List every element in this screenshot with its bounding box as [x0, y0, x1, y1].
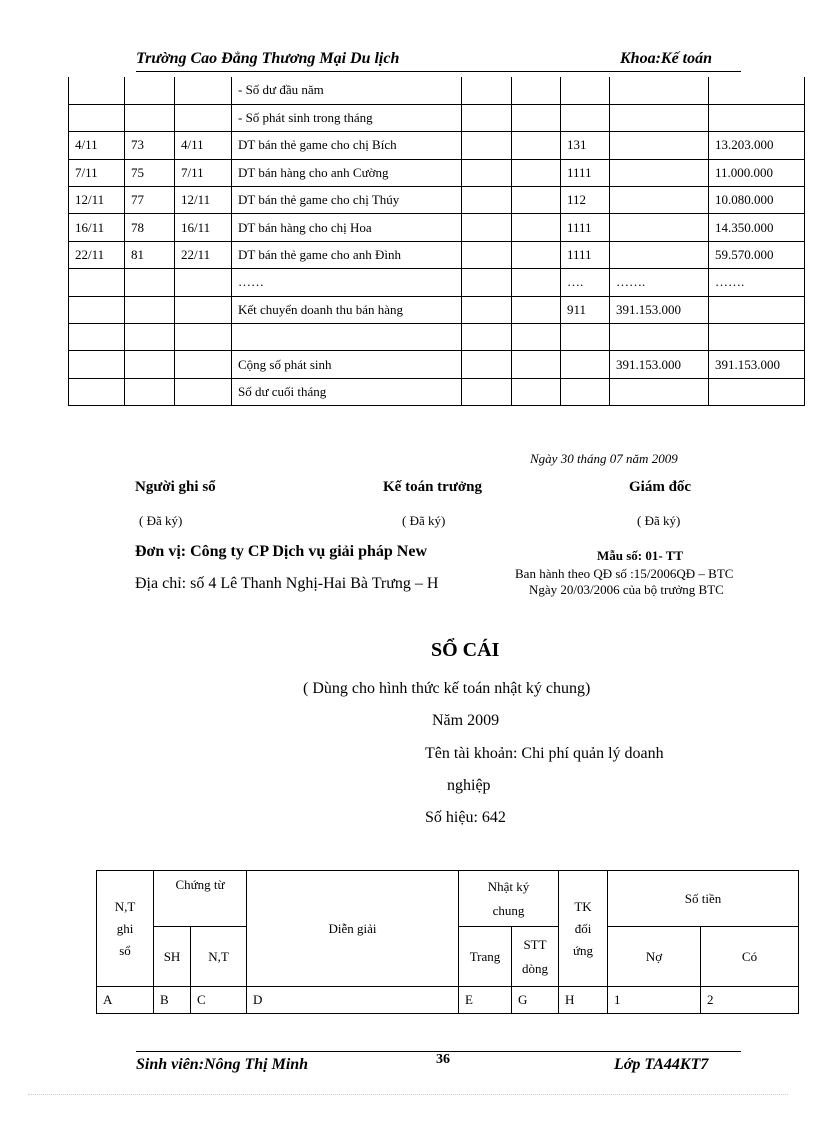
- table-cell: [512, 132, 561, 159]
- ledger-title: SỔ CÁI: [431, 639, 500, 661]
- unit-name: Đơn vị: Công ty CP Dịch vụ giải pháp New: [135, 543, 428, 560]
- table-cell: [125, 269, 175, 296]
- table-cell: 7/11: [69, 159, 125, 186]
- table-cell: [512, 159, 561, 186]
- table-cell: 77: [125, 187, 175, 214]
- table-cell: [462, 132, 512, 159]
- table-cell: 911: [561, 296, 610, 323]
- table-cell: 75: [125, 159, 175, 186]
- table-row: [69, 324, 805, 351]
- table-cell: [561, 351, 610, 378]
- table-cell: [610, 187, 709, 214]
- column-code: H: [559, 987, 608, 1014]
- table-cell: [561, 324, 610, 351]
- column-code: B: [154, 987, 191, 1014]
- col-header-journal-line1: Nhật ký: [487, 878, 530, 894]
- table-cell: DT bán thẻ game cho anh Đình: [232, 241, 462, 268]
- table-cell: 4/11: [175, 132, 232, 159]
- table-cell: [69, 324, 125, 351]
- column-code-row: [97, 987, 799, 1014]
- table-cell: ….: [561, 269, 610, 296]
- column-code: 1: [608, 987, 701, 1014]
- table-cell: [462, 214, 512, 241]
- table-row: [69, 132, 805, 159]
- table-cell: [462, 241, 512, 268]
- column-code: D: [247, 987, 459, 1014]
- table-cell: - Số dư đầu năm: [232, 77, 462, 104]
- table-cell: 73: [125, 132, 175, 159]
- table-cell: 12/11: [69, 187, 125, 214]
- table-cell: DT bán thẻ game cho chị Thúy: [232, 187, 462, 214]
- table-cell: [175, 351, 232, 378]
- ledger-table-body: [69, 77, 805, 406]
- table-cell: DT bán thẻ game cho chị Bích: [232, 132, 462, 159]
- unit-address: Địa chỉ: số 4 Lê Thanh Nghị-Hai Bà Trưng – H: [135, 575, 439, 592]
- header-school: Trường Cao Đẳng Thương Mại Du lịch: [136, 50, 400, 67]
- table-cell: [462, 378, 512, 405]
- footer-student: Sinh viên:Nông Thị Minh: [136, 1056, 309, 1073]
- table-cell: [512, 77, 561, 104]
- table-cell: 59.570.000: [709, 241, 805, 268]
- table-cell: 16/11: [175, 214, 232, 241]
- col-header-date-line1: N,T: [114, 898, 136, 914]
- table-cell: [175, 296, 232, 323]
- table-cell: 78: [125, 214, 175, 241]
- table-cell: [125, 378, 175, 405]
- col-header-contra-line2: đối: [574, 920, 592, 936]
- table-cell: 391.153.000: [610, 351, 709, 378]
- col-header-description: Diễn giải: [247, 871, 459, 987]
- table-cell: 391.153.000: [610, 296, 709, 323]
- table-cell: [175, 77, 232, 104]
- table-cell: [610, 324, 709, 351]
- table-row: [69, 269, 805, 296]
- table-cell: [561, 77, 610, 104]
- table-cell: 1111: [561, 214, 610, 241]
- table-cell: [175, 104, 232, 131]
- table-cell: 112: [561, 187, 610, 214]
- col-header-line-no-2: dòng: [522, 960, 548, 976]
- table-cell: 391.153.000: [709, 351, 805, 378]
- col-header-voucher-date: N,T: [191, 927, 247, 987]
- col-header-contra-line1: TK: [574, 898, 592, 914]
- ledger-account-number: Số hiệu: 642: [425, 809, 506, 826]
- ledger-table-continued: [68, 77, 805, 406]
- table-row: [69, 77, 805, 104]
- table-row: [69, 187, 805, 214]
- table-cell: DT bán hàng cho chị Hoa: [232, 214, 462, 241]
- table-cell: [175, 378, 232, 405]
- table-cell: Số dư cuối tháng: [232, 378, 462, 405]
- table-cell: [125, 104, 175, 131]
- column-code: E: [459, 987, 512, 1014]
- table-cell: [462, 187, 512, 214]
- column-code: A: [97, 987, 154, 1014]
- table-cell: 16/11: [69, 214, 125, 241]
- table-cell: [125, 77, 175, 104]
- table-cell: - Số phát sinh trong tháng: [232, 104, 462, 131]
- table-row: [69, 378, 805, 405]
- table-cell: [709, 378, 805, 405]
- table-cell: [69, 296, 125, 323]
- table-cell: ……: [232, 269, 462, 296]
- signature-recorder-title: Người ghi sổ: [135, 479, 216, 495]
- signature-chief-accountant-status: ( Đã ký): [402, 513, 446, 528]
- table-cell: [561, 104, 610, 131]
- table-cell: 81: [125, 241, 175, 268]
- table-cell: 13.203.000: [709, 132, 805, 159]
- table-cell: [125, 296, 175, 323]
- column-code: G: [512, 987, 559, 1014]
- page-edge-divider: [28, 1094, 788, 1095]
- table-cell: [561, 378, 610, 405]
- table-cell: [175, 269, 232, 296]
- table-cell: [69, 77, 125, 104]
- table-cell: …….: [610, 269, 709, 296]
- table-cell: [512, 214, 561, 241]
- table-cell: [125, 324, 175, 351]
- col-header-amount: Số tiền: [608, 871, 799, 927]
- table-cell: [610, 214, 709, 241]
- col-header-page: Trang: [459, 927, 512, 987]
- col-header-credit: Có: [701, 927, 799, 987]
- table-cell: [610, 77, 709, 104]
- table-cell: [512, 351, 561, 378]
- col-header-date: [97, 871, 154, 987]
- table-row: [69, 351, 805, 378]
- table-cell: [175, 324, 232, 351]
- column-code: C: [191, 987, 247, 1014]
- ledger-account-name-cont: nghiệp: [447, 777, 491, 794]
- table-cell: [462, 159, 512, 186]
- footer-class: Lớp TA44KT7: [614, 1056, 709, 1073]
- table-cell: [69, 351, 125, 378]
- table-cell: 14.350.000: [709, 214, 805, 241]
- header-rule: [136, 71, 741, 72]
- table-cell: …….: [709, 269, 805, 296]
- table-cell: [462, 296, 512, 323]
- column-code: 2: [701, 987, 799, 1014]
- table-row: [69, 214, 805, 241]
- ledger-year: Năm 2009: [432, 712, 500, 729]
- table-cell: [69, 269, 125, 296]
- table-cell: [462, 324, 512, 351]
- table-cell: [512, 241, 561, 268]
- col-header-voucher-number: SH: [154, 927, 191, 987]
- table-cell: 4/11: [69, 132, 125, 159]
- table-cell: [709, 77, 805, 104]
- col-header-date-line2: ghi: [116, 920, 134, 936]
- table-cell: [512, 104, 561, 131]
- ledger-subtitle: ( Dùng cho hình thức kế toán nhật ký chung): [303, 680, 591, 697]
- signature-recorder-status: ( Đã ký): [139, 513, 183, 528]
- table-cell: 10.080.000: [709, 187, 805, 214]
- col-header-journal: [459, 871, 559, 927]
- table-cell: [462, 351, 512, 378]
- table-cell: [610, 104, 709, 131]
- table-cell: [709, 296, 805, 323]
- table-cell: 22/11: [175, 241, 232, 268]
- table-cell: [512, 378, 561, 405]
- table-cell: DT bán hàng cho anh Cường: [232, 159, 462, 186]
- table-cell: 7/11: [175, 159, 232, 186]
- table-cell: 1111: [561, 241, 610, 268]
- header-department: Khoa:Kế toán: [620, 50, 713, 67]
- col-header-contra-account: [559, 871, 608, 987]
- table-cell: 12/11: [175, 187, 232, 214]
- table-cell: [512, 269, 561, 296]
- table-cell: [125, 351, 175, 378]
- table-row: [69, 159, 805, 186]
- table-cell: [709, 324, 805, 351]
- table-row: [69, 104, 805, 131]
- table-cell: [610, 159, 709, 186]
- table-cell: Kết chuyển doanh thu bán hàng: [232, 296, 462, 323]
- col-header-voucher: Chứng từ: [154, 871, 247, 927]
- table-cell: [512, 187, 561, 214]
- col-header-line-no: [512, 927, 559, 987]
- date-line: Ngày 30 tháng 07 năm 2009: [530, 451, 678, 466]
- table-cell: Cộng số phát sinh: [232, 351, 462, 378]
- table-row: [69, 241, 805, 268]
- signature-director-status: ( Đã ký): [637, 513, 681, 528]
- table-cell: [232, 324, 462, 351]
- table-cell: [512, 324, 561, 351]
- table-cell: [462, 104, 512, 131]
- col-header-line-no-1: STT: [523, 936, 547, 952]
- table-cell: [610, 132, 709, 159]
- col-header-debit: Nợ: [608, 927, 701, 987]
- table-cell: 1111: [561, 159, 610, 186]
- col-header-journal-line2: chung: [492, 902, 525, 918]
- form-issued-date: Ngày 20/03/2006 của bộ trưởng BTC: [529, 582, 724, 597]
- ledger-account-name: Tên tài khoản: Chi phí quản lý doanh: [425, 745, 664, 762]
- col-header-date-line3: sổ: [119, 942, 131, 958]
- table-cell: [69, 104, 125, 131]
- signature-director-title: Giám đốc: [629, 479, 692, 495]
- table-row: [69, 296, 805, 323]
- table-cell: [462, 77, 512, 104]
- signature-chief-accountant-title: Kế toán trưởng: [383, 479, 482, 495]
- table-cell: [69, 378, 125, 405]
- table-cell: [462, 269, 512, 296]
- form-number: Mẫu số: 01- TT: [597, 548, 684, 563]
- table-cell: [512, 296, 561, 323]
- col-header-contra-line3: ứng: [572, 942, 594, 958]
- table-cell: 22/11: [69, 241, 125, 268]
- footer-page-number: 36: [436, 1052, 450, 1067]
- ledger-table-header: [96, 870, 799, 1014]
- form-issued: Ban hành theo QĐ số :15/2006QĐ – BTC: [515, 566, 734, 581]
- table-cell: 131: [561, 132, 610, 159]
- table-cell: [610, 378, 709, 405]
- table-cell: 11.000.000: [709, 159, 805, 186]
- table-cell: [610, 241, 709, 268]
- table-cell: [709, 104, 805, 131]
